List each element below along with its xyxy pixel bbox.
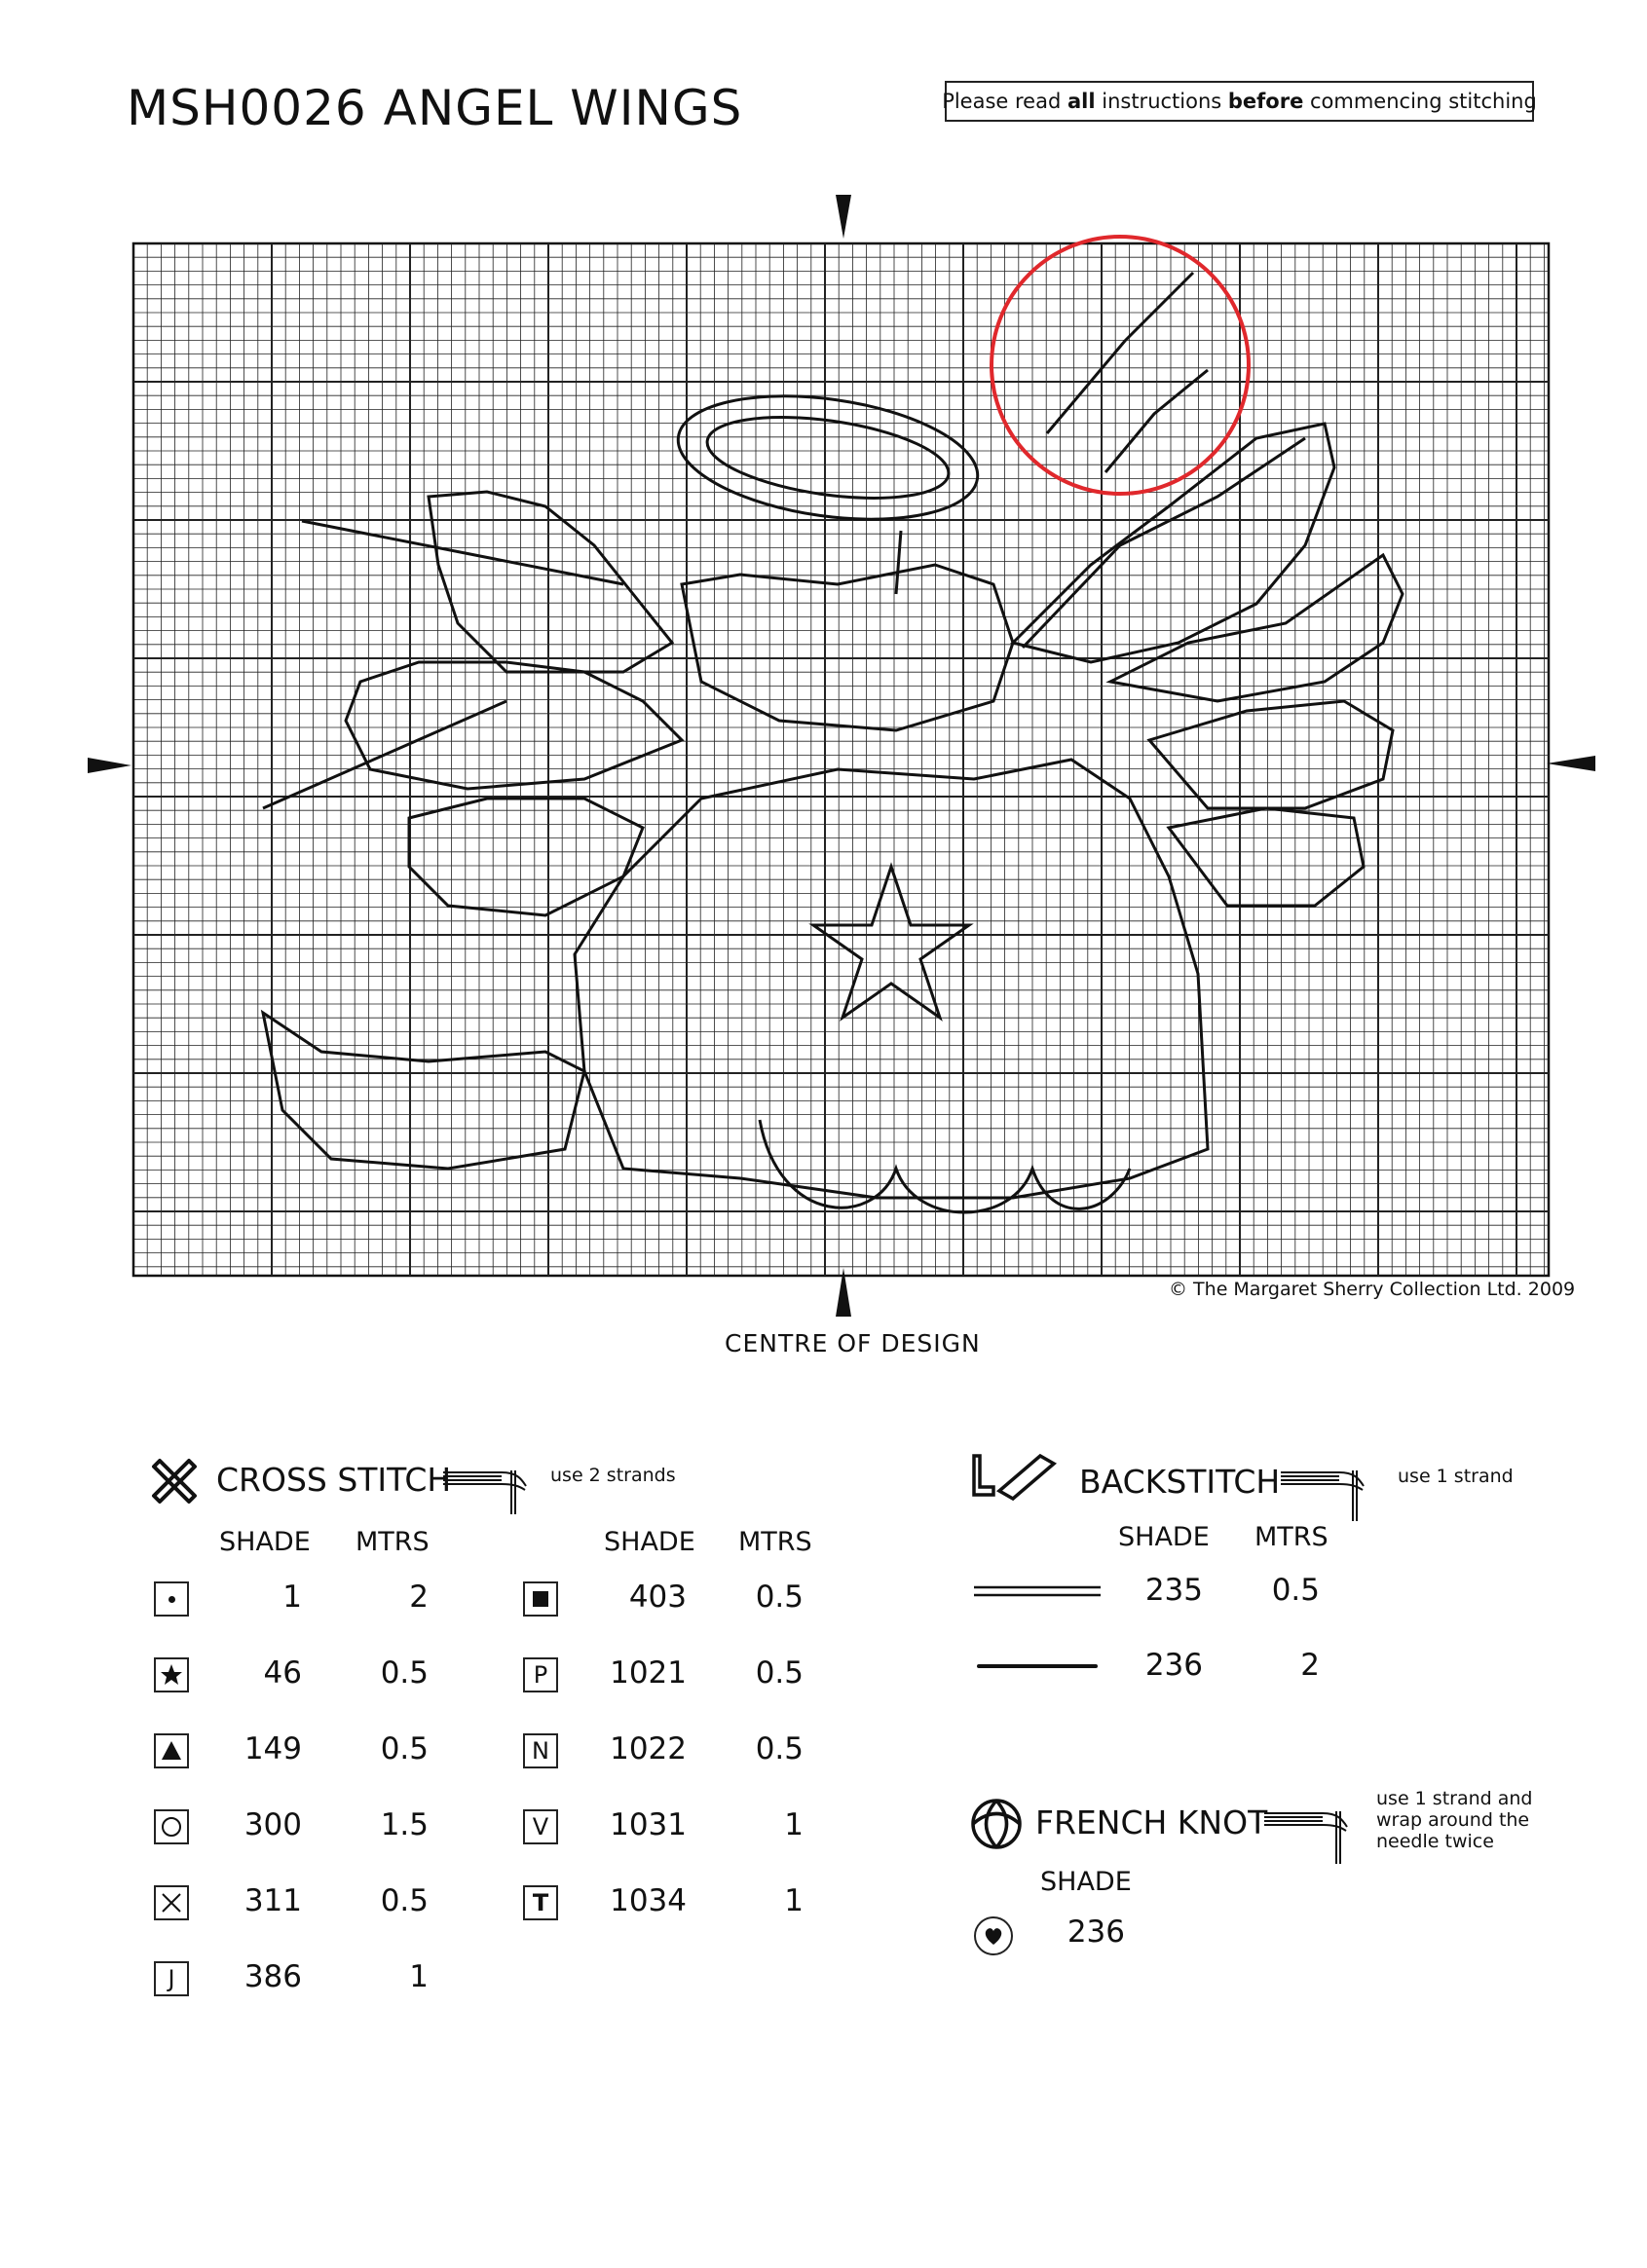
cross-stitch-strand-note: use 2 strands (550, 1465, 676, 1486)
french-knot-icon (969, 1797, 1024, 1851)
french-knot-thread-icon (1264, 1802, 1362, 1870)
notice-text-3: commencing stitching (1303, 90, 1537, 113)
backstitch-shade-header: SHADE (1118, 1522, 1210, 1552)
shade-value: 236 (1144, 1648, 1203, 1683)
single-line-icon (974, 1653, 1110, 1682)
heart-symbol-icon (974, 1916, 1013, 1955)
mtrs-value: 0.5 (755, 1731, 804, 1766)
letter-P-symbol-icon: P (523, 1657, 558, 1692)
shade-value: 386 (243, 1959, 302, 1994)
star-symbol-icon (154, 1657, 189, 1692)
centre-of-design-label: CENTRE OF DESIGN (725, 1329, 981, 1357)
shade-value: 311 (243, 1883, 302, 1918)
mtrs-value: 1.5 (380, 1807, 429, 1842)
mtrs-value: 1 (409, 1959, 429, 1994)
mtrs-value: 0.5 (380, 1883, 429, 1918)
triangle-symbol-icon (154, 1733, 189, 1768)
cross-stitch-shade-header-right: SHADE (604, 1527, 695, 1557)
wing-backstitch-line (1023, 438, 1305, 648)
shade-value: 1021 (610, 1655, 687, 1691)
mtrs-value: 0.5 (380, 1731, 429, 1766)
highlight-stitch-line (1047, 273, 1208, 472)
cross-stitch-shade-header-left: SHADE (219, 1527, 311, 1557)
french-knot-note-line-1: use 1 strand and (1376, 1788, 1533, 1809)
mtrs-value: 0.5 (1271, 1573, 1320, 1608)
centre-arrow-right (1547, 756, 1595, 771)
mtrs-value: 2 (409, 1580, 429, 1615)
cat-body (575, 760, 1208, 1198)
backstitch-title: BACKSTITCH (1079, 1463, 1281, 1501)
cat-star (813, 867, 969, 1018)
circle-symbol-icon (154, 1809, 189, 1844)
french-knot-note (1376, 1788, 1533, 1852)
notice-text-before: before (1227, 90, 1304, 113)
shade-value: 403 (628, 1580, 687, 1615)
thread-strands-icon (443, 1461, 541, 1519)
french-knot-title: FRENCH KNOT (1035, 1803, 1268, 1841)
wing-right-middle (1110, 555, 1403, 701)
cross-symbol-icon (154, 1885, 189, 1920)
letter-N-symbol-icon: N (523, 1733, 558, 1768)
cross-stitch-mtrs-header-right: MTRS (738, 1527, 812, 1557)
cross-stitch-icon (146, 1453, 203, 1509)
halo-stem (896, 531, 901, 594)
mtrs-value: 2 (1300, 1648, 1320, 1683)
mtrs-value: 0.5 (755, 1655, 804, 1691)
centre-arrow-top (836, 195, 851, 239)
backstitch-icon (964, 1448, 1067, 1505)
dot-symbol-icon (154, 1581, 189, 1617)
wing-right-upper (1013, 424, 1334, 662)
notice-text-1: Please read (942, 90, 1067, 113)
mtrs-value: 0.5 (755, 1580, 804, 1615)
letter-T-symbol-icon: T (523, 1885, 558, 1920)
double-line-icon (974, 1578, 1110, 1607)
backstitch-strand-note: use 1 strand (1398, 1466, 1514, 1487)
notice-text-2: instructions (1095, 90, 1228, 113)
shade-value: 235 (1144, 1573, 1203, 1608)
shade-value: 46 (263, 1655, 302, 1691)
mtrs-value: 1 (784, 1807, 804, 1842)
shade-value: 1 (282, 1580, 302, 1615)
shade-value: 149 (243, 1731, 302, 1766)
wing-left-lower (409, 799, 643, 915)
whisker-left (263, 521, 623, 808)
french-knot-shade-header: SHADE (1040, 1867, 1132, 1897)
shade-value: 236 (1067, 1915, 1125, 1950)
letter-V-symbol-icon: V (523, 1809, 558, 1844)
shade-value: 1022 (610, 1731, 687, 1766)
cross-stitch-mtrs-header-left: MTRS (356, 1527, 430, 1557)
cross-stitch-title: CROSS STITCH (216, 1461, 452, 1499)
shade-value: 1031 (610, 1807, 687, 1842)
backstitch-thread-icon (1281, 1461, 1378, 1529)
french-knot-note-line-2: wrap around the (1376, 1809, 1530, 1831)
french-knot-note-line-3: needle twice (1376, 1831, 1494, 1852)
chart-grid (133, 243, 1549, 1276)
mtrs-value: 1 (784, 1883, 804, 1918)
mtrs-value: 0.5 (380, 1655, 429, 1691)
centre-arrow-left (88, 758, 131, 773)
notice-text-all: all (1067, 90, 1096, 113)
backstitch-mtrs-header: MTRS (1254, 1522, 1329, 1552)
shade-value: 1034 (610, 1883, 687, 1918)
square-symbol-icon (523, 1581, 558, 1617)
page-title: MSH0026 ANGEL WINGS (127, 80, 743, 136)
shade-value: 300 (243, 1807, 302, 1842)
copyright-text: © The Margaret Sherry Collection Ltd. 2009 (1169, 1279, 1576, 1300)
letter-J-symbol-icon: J (154, 1961, 189, 1996)
